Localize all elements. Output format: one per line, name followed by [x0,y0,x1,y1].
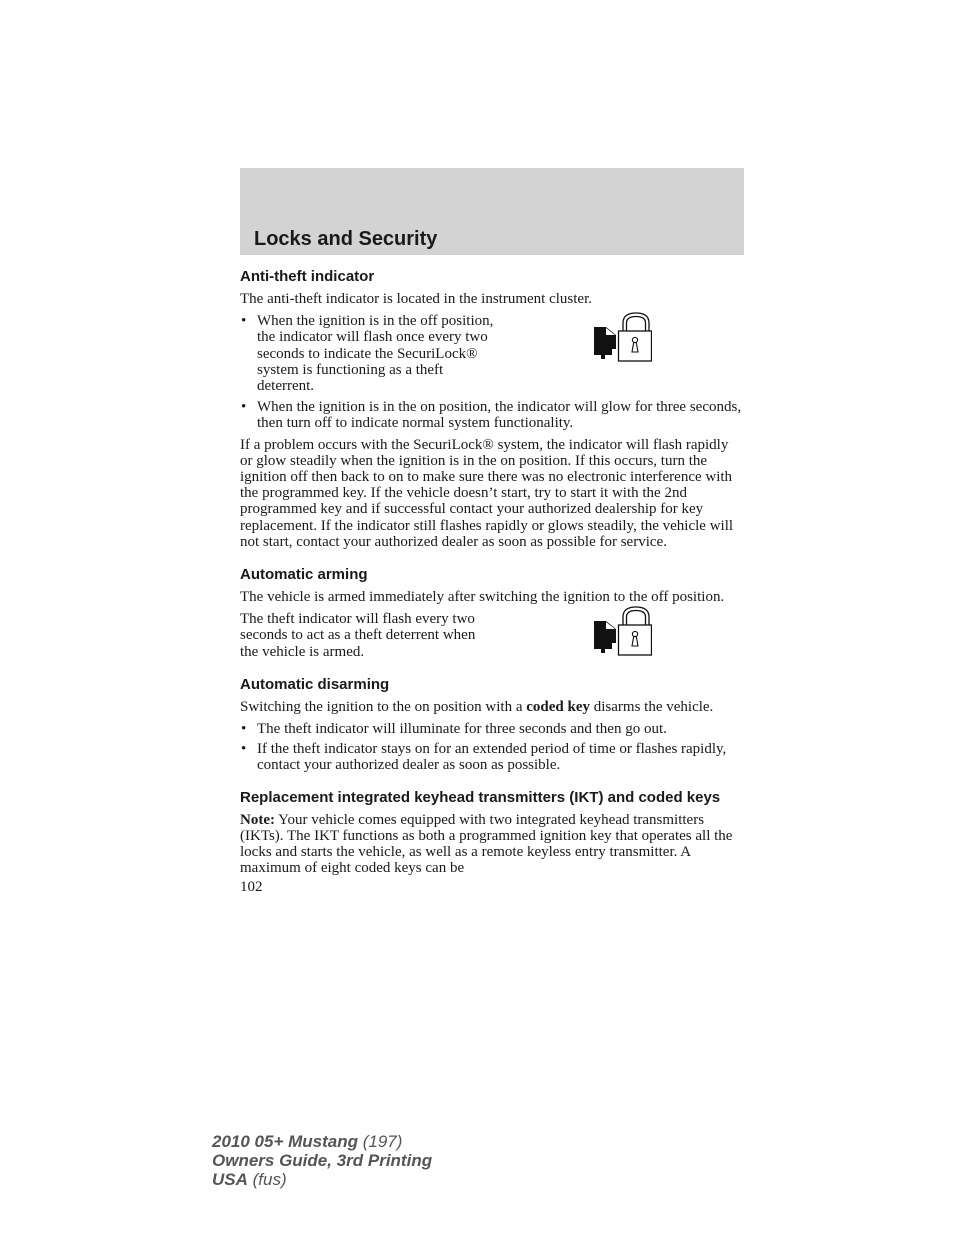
footer-model-code: (197) [358,1132,403,1151]
list-item [240,721,744,737]
document-footer [212,1132,432,1189]
heading-automatic-arming: Automatic arming [240,566,368,584]
footer-region: USA [212,1170,248,1189]
text-span: Switching the ignition to the on position with a [240,698,527,715]
section-title: Locks and Security [254,228,438,250]
automatic-arming-p1: The vehicle is armed immediately after switching the ignition to the off position. [240,589,725,606]
anti-theft-bullet-1: When the ignition is in the off position, the indicator will flash once every two seconds to indicate the SecuriLock® system is functioning as a theft deterrent. [257,313,494,395]
heading-automatic-disarming: Automatic disarming [240,675,390,693]
bullet-glyph: • [241,721,247,738]
anti-theft-bullet-2: When the ignition is in the on position, the indicator will glow for three seconds, then turn off to indicate normal system functionality. [257,399,742,432]
coded-key-emphasis: coded key [526,698,590,715]
text-span: disarms the vehicle. [590,698,714,715]
disarming-bullet-1: The theft indicator will illuminate for three seconds and then go out. [257,721,667,738]
replacement-note [240,812,744,877]
section-header-band [240,168,744,255]
bullet-glyph: • [241,313,247,330]
footer-model: 2010 05+ Mustang [212,1132,358,1151]
theft-indicator-icon [592,311,652,363]
anti-theft-problem-paragraph: If a problem occurs with the SecuriLock® system, the indicator will flash rapidly or glow steadily when the ignition is in the on position. If this occurs, turn the ignition off then back to on to make sure there was no electronic interference with the programmed key. If the vehicle doesn’t start, try to start it with the 2nd programmed key and if successful contact your authorized dealership for key replacement. If the indicator still flashes rapidly or glows steadily, the vehicle will not start, contact your authorized dealer as soon as possible for service. [240,436,734,550]
anti-theft-intro: The anti-theft indicator is located in the instrument cluster. [240,291,592,307]
footer-region-code: (fus) [247,1170,287,1189]
bullet-glyph: • [241,399,247,416]
list-item [240,741,744,773]
automatic-arming-p2: The theft indicator will flash every two seconds to act as a theft deterrent when the vehicle is armed. [240,611,476,660]
disarming-bullet-2: If the theft indicator stays on for an extended period of time or flashes rapidly, contact your authorized dealer as soon as possible. [257,741,727,774]
page-content [240,268,744,896]
bullet-glyph: • [241,741,247,758]
list-item [240,399,744,431]
list-item [240,313,502,394]
automatic-disarming-p1 [240,699,744,715]
automatic-arming-icon-block [240,611,744,660]
heading-replacement-ikt: Replacement integrated keyhead transmitters (IKT) and coded keys [240,788,721,806]
anti-theft-bullet-block [240,313,744,394]
page-number: 102 [240,879,263,896]
footer-guide: Owners Guide, 3rd Printing [212,1151,433,1170]
note-label: Note: [240,811,275,828]
note-text: Your vehicle comes equipped with two integrated keyhead transmitters (IKTs). The IKT functions as both a programmed ignition key that operates all the locks and starts the vehicle, as well as a remote keyless entry transmitter. A maximum of eight coded keys can be [240,811,733,877]
heading-anti-theft-indicator: Anti-theft indicator [240,268,375,285]
theft-indicator-icon [592,605,652,657]
